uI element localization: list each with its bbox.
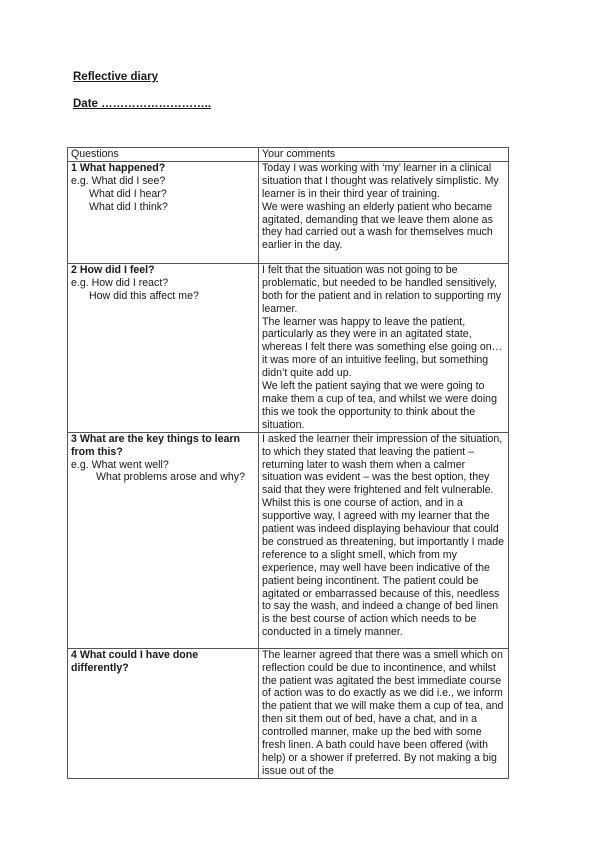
comment-cell bbox=[259, 648, 509, 778]
question-cell bbox=[68, 648, 259, 778]
comment-cell bbox=[259, 161, 509, 263]
question-title: 2 How did I feel? bbox=[71, 263, 155, 276]
comment-paragraph: Today I was working with ‘my’ learner in a clinical situation that I thought was relatively simplistic. My learner is in their third year of training. bbox=[262, 161, 499, 200]
date-field-label: Date ……………………….. bbox=[73, 98, 212, 110]
comment-cell bbox=[259, 432, 509, 648]
question-title: 4 What could I have done differently? bbox=[71, 648, 199, 674]
comment-paragraph: The learner agreed that there was a smell which on reflection could be due to incontinence, and whilst the patient was agitated the best immediate course of action was to do exactly as we did i.e., we inform the patient that we will make them a cup of tea, and then sit them out of bed, have a chat, and in a controlled manner, make up the bed with some fresh linen. A bath could have been offered (with help) or a shower if preferred. By not making a big issue out of the bbox=[262, 648, 504, 777]
table-row bbox=[68, 263, 509, 432]
comment-paragraph: We were washing an elderly patient who became agitated, demanding that we leave them alone as they had carried out a wash for themselves much earlier in the day. bbox=[262, 200, 493, 252]
table-row bbox=[68, 432, 509, 648]
comment-paragraph: We left the patient saying that we were going to make them a cup of tea, and whilst we were doing this we took the opportunity to think about the situation. bbox=[262, 380, 497, 431]
question-cell bbox=[68, 263, 259, 432]
comment-cell bbox=[259, 263, 509, 432]
question-cell bbox=[68, 161, 259, 263]
comment-paragraph: The learner was happy to leave the patient, particularly as they were in an agitated state, whereas I felt there was something else going on… it was more of an intuitive feeling, but something didn’t quite add up. bbox=[262, 315, 503, 380]
question-prompt: e.g. How did I react? bbox=[71, 276, 169, 289]
question-prompt: What problems arose and why? bbox=[96, 471, 245, 484]
question-title: 3 What are the key things to learn from this? bbox=[71, 432, 240, 458]
question-prompt: e.g. What went well? bbox=[71, 458, 169, 471]
reflective-diary-table bbox=[67, 147, 509, 779]
comment-paragraph: I asked the learner their impression of the situation, to which they stated that leaving the patient – returning later to wash them when a calmer situation was evident – was the best option, they said that they were frightened and felt vulnerable. Whilst this is one course of action, and in a supportive way, I agreed with my learner that the patient was indeed displaying behaviour that could be construed as threatening, but importantly I made reference to a slight smell, which from my experience, may well have been indicative of the patient being incontinent. The patient could be agitated or embarrassed because of this, needless to say the wash, and indeed a change of bed linen is the best course of action which needs to be conducted in a timely manner. bbox=[262, 432, 505, 639]
question-cell bbox=[68, 432, 259, 648]
question-prompt: What did I hear? bbox=[89, 187, 167, 200]
question-prompt: How did this affect me? bbox=[89, 289, 199, 302]
table-row bbox=[68, 648, 509, 778]
question-title: 1 What happened? bbox=[71, 161, 166, 174]
document-title: Reflective diary bbox=[73, 71, 159, 83]
table-row bbox=[68, 161, 509, 263]
table-header-row bbox=[68, 148, 509, 162]
questions-column-header: Questions bbox=[68, 148, 259, 162]
question-prompt: What did I think? bbox=[89, 200, 168, 213]
question-prompt: e.g. What did I see? bbox=[71, 174, 166, 187]
comments-column-header: Your comments bbox=[259, 148, 509, 162]
comment-paragraph: I felt that the situation was not going to be problematic, but needed to be handled sensitively, both for the patient and in relation to supporting my learner. bbox=[262, 263, 502, 315]
